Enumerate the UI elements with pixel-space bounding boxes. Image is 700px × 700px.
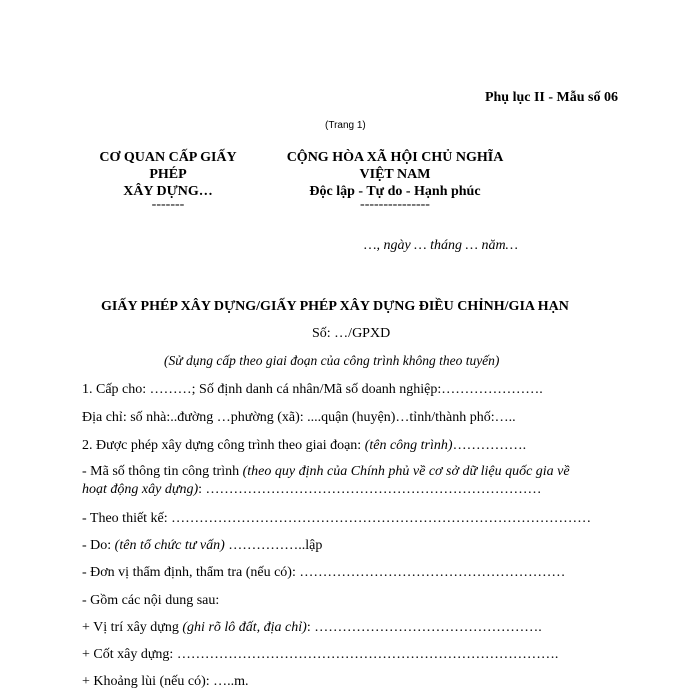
usage-note: (Sử dụng cấp theo giai đoạn của công trình không theo tuyến) xyxy=(164,353,500,368)
body-line-project-code: - Mã số thông tin công trình (theo quy định của Chính phủ về cơ sở dữ liệu quốc gia về hoạt động xây dựng): ……………………………………………………………… xyxy=(82,464,570,497)
authority-line-1: CƠ QUAN CẤP GIẤY xyxy=(99,150,237,165)
body-line-elevation: + Cốt xây dựng: ………………………………………………………………………. xyxy=(82,647,559,662)
body-line-address: Địa chỉ: số nhà:..đường …phường (xã): ....quận (huyện)…tỉnh/thành phố:….. xyxy=(82,410,516,425)
body-line-appraisal: - Đơn vị thẩm định, thẩm tra (nếu có): ………………………………………………… xyxy=(82,565,566,580)
body-line-location: + Vị trí xây dựng (ghi rõ lô đất, địa chỉ): …………………………………………. xyxy=(82,620,542,635)
appendix-label: Phụ lục II - Mẫu số 06 xyxy=(484,90,618,105)
body-line-consultant: - Do: (tên tổ chức tư vấn) ……………..lập xyxy=(82,538,323,553)
national-line-2: VIỆT NAM xyxy=(359,167,431,182)
page-indicator: (Trang 1) xyxy=(325,120,366,131)
national-motto: Độc lập - Tự do - Hạnh phúc xyxy=(309,184,481,199)
national-line-1: CỘNG HÒA XÃ HỘI CHỦ NGHĨA xyxy=(286,150,504,165)
body-line-grantee: 1. Cấp cho: ………; Số định danh cá nhân/Mã số doanh nghiệp:…………………. xyxy=(82,382,543,397)
authority-line-2: PHÉP xyxy=(149,167,187,182)
body-line-setback: + Khoảng lùi (nếu có): …..m. xyxy=(82,674,249,689)
authority-rule: ------- xyxy=(151,197,185,212)
body-line-design: - Theo thiết kế: ……………………………………………………………………………… xyxy=(82,511,592,526)
body-line-contents: - Gồm các nội dung sau: xyxy=(82,593,220,608)
body-line-permitted: 2. Được phép xây dựng công trình theo giai đoạn: (tên công trình)……………. xyxy=(82,438,527,453)
date-line: …, ngày … tháng … năm… xyxy=(364,238,519,253)
authority-line-3: XÂY DỰNG… xyxy=(123,184,213,199)
national-header-block xyxy=(270,149,520,210)
document-title: GIẤY PHÉP XÂY DỰNG/GIẤY PHÉP XÂY DỰNG ĐIỀU CHỈNH/GIA HẠN xyxy=(101,299,569,314)
national-rule: --------------- xyxy=(360,197,430,212)
document-number: Số: …/GPXD xyxy=(312,326,391,341)
issuing-authority-block xyxy=(78,149,258,210)
